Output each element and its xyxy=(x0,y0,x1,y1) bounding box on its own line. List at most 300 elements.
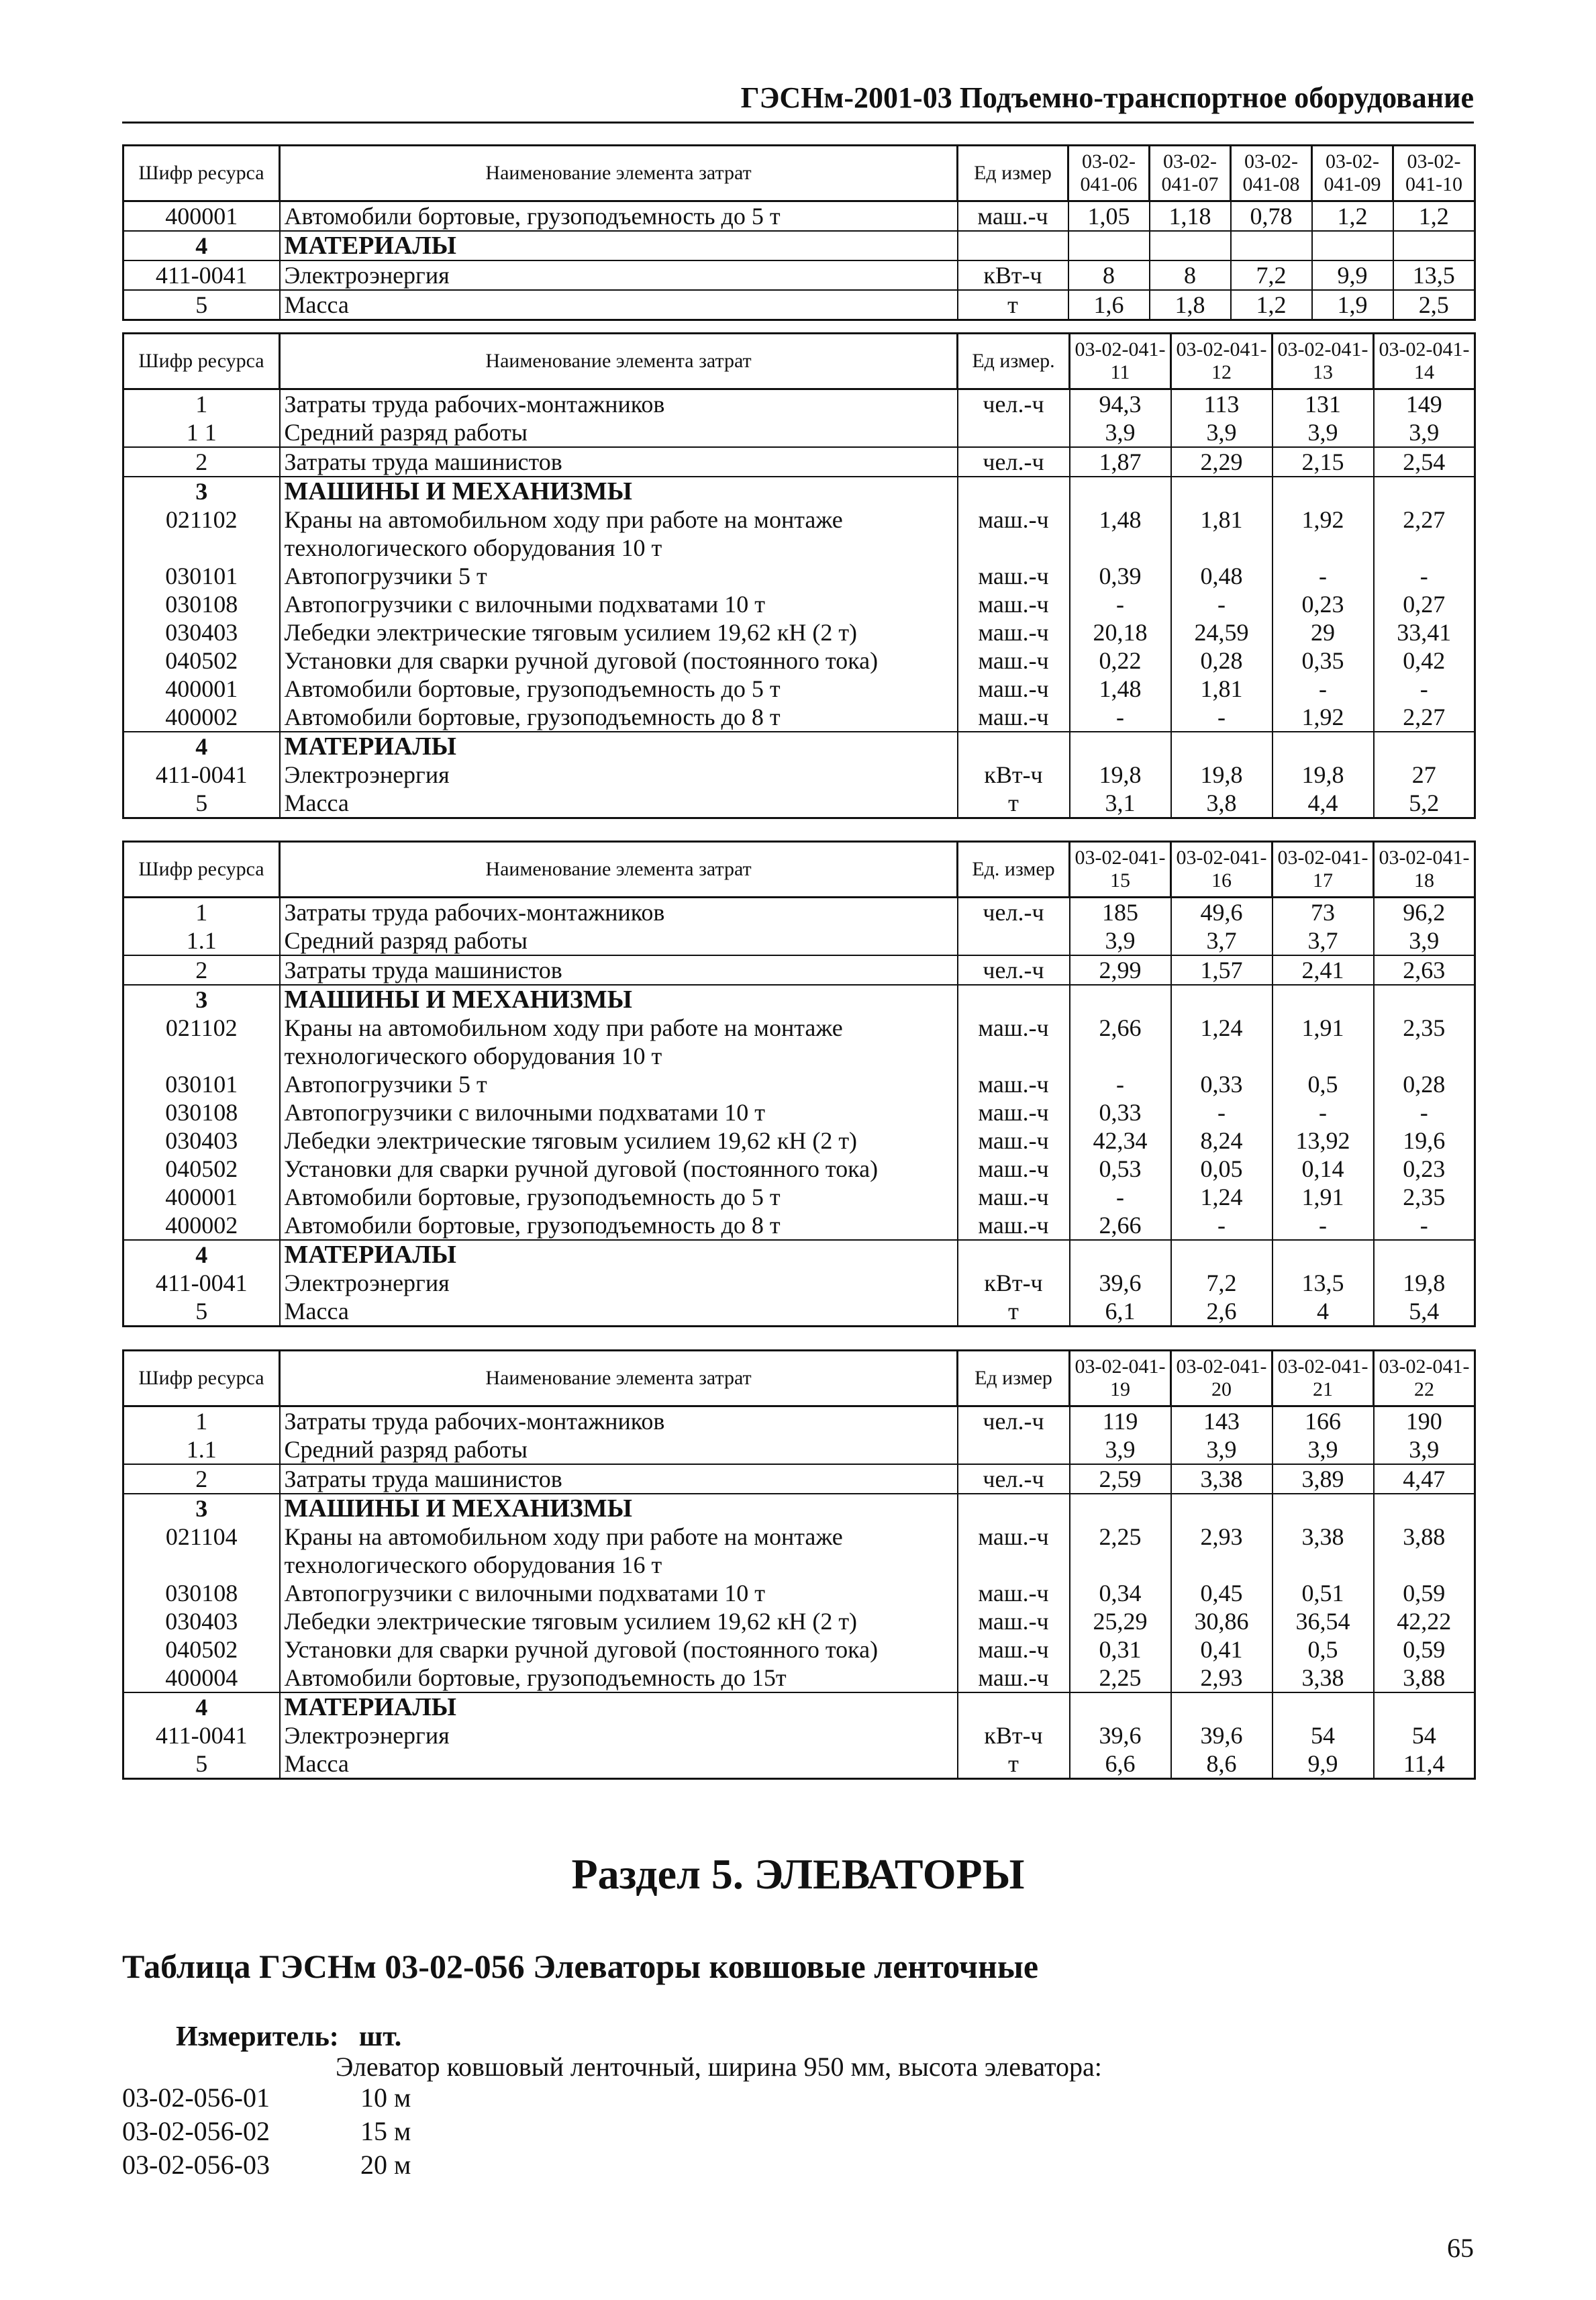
norm-value: 3,1 xyxy=(1070,789,1171,818)
norm-value xyxy=(1393,231,1475,260)
cost-item-name: Средний разряд работы xyxy=(280,1435,958,1464)
unit-of-measure xyxy=(958,1494,1070,1523)
norm-value: 0,27 xyxy=(1403,591,1446,618)
table-row xyxy=(123,1750,1475,1779)
resource-code: 1 xyxy=(123,389,280,419)
resource-code: 021102 xyxy=(123,506,280,562)
cost-item-name: Затраты труда машинистов xyxy=(280,447,958,477)
norm-value: 1,8 xyxy=(1150,290,1231,320)
norm-value: 1,91 xyxy=(1273,1014,1374,1070)
table-row xyxy=(123,675,1475,703)
header-column: 03-02-041-10 xyxy=(1393,146,1475,201)
norm-value: 3,7 xyxy=(1171,926,1273,955)
cost-item-name: Автомобили бортовые, грузоподъемность до 5 т xyxy=(280,201,958,232)
norm-value: 8 xyxy=(1150,260,1231,290)
header-column: 03-02-041-17 xyxy=(1273,842,1374,898)
norm-value: 1,92 xyxy=(1273,506,1374,562)
norm-value: 2,25 xyxy=(1070,1523,1171,1579)
resource-code: 021102 xyxy=(123,1014,280,1070)
list-item xyxy=(122,2148,411,2182)
resource-code: 1.1 xyxy=(123,1435,280,1464)
item-value: 10 м xyxy=(360,2082,411,2113)
unit-of-measure xyxy=(958,418,1070,447)
norm-value: 5,4 xyxy=(1374,1297,1475,1327)
unit-of-measure: чел.-ч xyxy=(958,389,1070,419)
norm-value: 0,51 xyxy=(1273,1579,1374,1607)
norm-value: 2,5 xyxy=(1393,290,1475,320)
cost-item-name: Затраты труда машинистов xyxy=(280,1464,958,1494)
norm-value: 3,9 xyxy=(1374,1435,1475,1464)
norm-value: 1,81 xyxy=(1171,506,1273,562)
cost-item-name: Автопогрузчики с вилочными подхватами 10 т xyxy=(280,590,958,618)
cost-item-name: Автопогрузчики с вилочными подхватами 10 т xyxy=(280,1579,958,1607)
norm-value: 2,66 xyxy=(1070,1014,1171,1070)
table-row xyxy=(123,789,1475,818)
resource-code: 4 xyxy=(123,231,280,260)
norm-value: 0,35 xyxy=(1273,646,1374,675)
table-row xyxy=(123,562,1475,590)
table-row xyxy=(123,955,1475,985)
norm-value: 2,93 xyxy=(1171,1664,1273,1692)
resource-code: 411-0041 xyxy=(123,260,280,290)
norm-value: 1,24 xyxy=(1171,1014,1273,1070)
norm-value: 9,9 xyxy=(1312,260,1393,290)
norm-value: 2,63 xyxy=(1374,955,1475,985)
norm-value: 0,59 xyxy=(1403,1636,1446,1663)
elevator-description: Элеватор ковшовый ленточный, ширина 950 мм, высота элеватора: xyxy=(336,2052,1102,2082)
norm-value: 0,28 xyxy=(1171,646,1273,675)
unit-of-measure: чел.-ч xyxy=(958,955,1070,985)
norm-value: 1,18 xyxy=(1150,201,1231,232)
norm-value: 5,2 xyxy=(1374,789,1475,818)
resource-code: 4 xyxy=(123,1692,280,1721)
norm-value: 19,8 xyxy=(1403,1269,1446,1296)
table-row xyxy=(123,732,1475,761)
norm-value: 36,54 xyxy=(1273,1607,1374,1635)
norm-value: 2,41 xyxy=(1273,955,1374,985)
unit-of-measure: маш.-ч xyxy=(958,1635,1070,1664)
norm-value: 1,05 xyxy=(1068,201,1150,232)
unit-of-measure xyxy=(958,477,1070,506)
norm-value: 6,1 xyxy=(1070,1297,1171,1327)
norm-value xyxy=(1273,1494,1374,1523)
resource-code: 030403 xyxy=(123,618,280,646)
cost-item-name: Масса xyxy=(280,789,958,818)
norm-value: 73 xyxy=(1273,898,1374,927)
norm-value: 3,7 xyxy=(1273,926,1374,955)
list-item xyxy=(122,2081,411,2115)
norm-value: 2,25 xyxy=(1070,1664,1171,1692)
norm-value: 3,38 xyxy=(1171,1464,1273,1494)
norm-value: 2,27 xyxy=(1403,506,1446,533)
resource-code: 5 xyxy=(123,789,280,818)
norm-value xyxy=(1273,1240,1374,1269)
unit-of-measure: маш.-ч xyxy=(958,506,1070,562)
norm-value: 4,4 xyxy=(1273,789,1374,818)
cost-item-name: Затраты труда рабочих-монтажников xyxy=(280,389,958,419)
norm-value xyxy=(1070,1692,1171,1721)
table-row xyxy=(123,389,1475,419)
norm-value: 0,59 xyxy=(1403,1580,1446,1607)
norm-value xyxy=(1070,1494,1171,1523)
norm-value: 3,9 xyxy=(1070,1435,1171,1464)
norm-value: 20,18 xyxy=(1070,618,1171,646)
norm-value: 2,27 xyxy=(1374,703,1475,732)
norm-value: 2,6 xyxy=(1171,1297,1273,1327)
unit-of-measure: маш.-ч xyxy=(958,590,1070,618)
unit-of-measure: маш.-ч xyxy=(958,703,1070,732)
unit-of-measure xyxy=(958,1240,1070,1269)
cost-item-name: Автомобили бортовые, грузоподъемность до 15т xyxy=(280,1664,958,1692)
table-row xyxy=(123,1014,1475,1070)
unit-of-measure: чел.-ч xyxy=(958,1406,1070,1436)
table-row xyxy=(123,703,1475,732)
header-code: Шифр ресурса xyxy=(123,146,280,201)
header-column: 03-02-041-19 xyxy=(1070,1351,1171,1406)
norm-value: 49,6 xyxy=(1171,898,1273,927)
norm-value: - xyxy=(1419,563,1428,589)
table-row xyxy=(123,1721,1475,1750)
unit-of-measure: маш.-ч xyxy=(958,1098,1070,1127)
table-row xyxy=(123,1155,1475,1183)
norm-value: 3,8 xyxy=(1171,789,1273,818)
norm-value: 1,91 xyxy=(1273,1183,1374,1211)
header-column: 03-02-041-16 xyxy=(1171,842,1273,898)
norm-value xyxy=(1070,732,1171,761)
norm-value: 0,39 xyxy=(1070,562,1171,590)
resource-code: 030108 xyxy=(123,1579,280,1607)
norm-value: 2,66 xyxy=(1070,1211,1171,1240)
norm-value: 0,33 xyxy=(1171,1070,1273,1098)
cost-item-name: Автомобили бортовые, грузоподъемность до 8 т xyxy=(280,703,958,732)
resource-code: 2 xyxy=(123,1464,280,1494)
norm-value: 33,41 xyxy=(1397,619,1452,646)
header-column: 03-02-041-20 xyxy=(1171,1351,1273,1406)
norm-value: 0,5 xyxy=(1273,1635,1374,1664)
table-row xyxy=(123,1240,1475,1269)
table-header-row xyxy=(123,146,1475,201)
cost-item-name: МАТЕРИАЛЫ xyxy=(280,231,958,260)
norm-value: 0,31 xyxy=(1070,1635,1171,1664)
norm-value: 0,33 xyxy=(1070,1098,1171,1127)
item-code: 03-02-056-02 xyxy=(122,2116,270,2146)
cost-item-name: Масса xyxy=(280,1750,958,1779)
unit-of-measure xyxy=(958,1692,1070,1721)
cost-item-name: МАТЕРИАЛЫ xyxy=(280,732,958,761)
resource-code: 030101 xyxy=(123,562,280,590)
resource-code: 411-0041 xyxy=(123,761,280,789)
table-row xyxy=(123,1211,1475,1240)
norm-value: - xyxy=(1171,703,1273,732)
norm-value: 8,6 xyxy=(1171,1750,1273,1779)
resource-code: 040502 xyxy=(123,1155,280,1183)
norm-value xyxy=(1374,477,1475,506)
norm-value: 0,23 xyxy=(1273,590,1374,618)
table-row xyxy=(123,1070,1475,1098)
norm-value xyxy=(1273,477,1374,506)
norm-value: 1,9 xyxy=(1312,290,1393,320)
header-name: Наименование элемента затрат xyxy=(280,146,958,201)
table-row xyxy=(123,646,1475,675)
norm-value xyxy=(1150,231,1231,260)
norm-value: 19,6 xyxy=(1403,1127,1446,1154)
resource-code: 400001 xyxy=(123,675,280,703)
norm-value: 1,48 xyxy=(1070,675,1171,703)
norm-value: 0,45 xyxy=(1171,1579,1273,1607)
unit-of-measure: маш.-ч xyxy=(958,675,1070,703)
cost-item-name: Установки для сварки ручной дуговой (постоянного тока) xyxy=(280,1635,958,1664)
norm-value: 143 xyxy=(1171,1406,1273,1436)
header-column: 03-02-041-21 xyxy=(1273,1351,1374,1406)
norm-value: 166 xyxy=(1273,1406,1374,1436)
norm-value: 0,53 xyxy=(1070,1155,1171,1183)
cost-item-name: Установки для сварки ручной дуговой (постоянного тока) xyxy=(280,646,958,675)
unit-of-measure: маш.-ч xyxy=(958,1607,1070,1635)
norm-value: 1,2 xyxy=(1312,201,1393,232)
cost-item-name: Масса xyxy=(280,1297,958,1327)
running-head: ГЭСНм-2001-03 Подъемно-транспортное оборудование xyxy=(122,81,1474,124)
norm-value: 39,6 xyxy=(1171,1721,1273,1750)
norm-value xyxy=(1070,1240,1171,1269)
norm-value: 1,6 xyxy=(1068,290,1150,320)
norm-value: 3,89 xyxy=(1273,1464,1374,1494)
cost-table-2 xyxy=(122,332,1476,819)
unit-of-measure: маш.-ч xyxy=(958,1155,1070,1183)
norm-value xyxy=(1231,231,1312,260)
unit-of-measure: чел.-ч xyxy=(958,898,1070,927)
cost-item-name: Электроэнергия xyxy=(280,1721,958,1750)
norm-value: 2,29 xyxy=(1171,447,1273,477)
cost-item-name: Автомобили бортовые, грузоподъемность до 5 т xyxy=(280,1183,958,1211)
unit-of-measure xyxy=(958,985,1070,1014)
unit-of-measure: кВт-ч xyxy=(958,1721,1070,1750)
unit-of-measure: чел.-ч xyxy=(958,447,1070,477)
table-row xyxy=(123,898,1475,927)
table-header-row xyxy=(123,1351,1475,1406)
norm-value: 94,3 xyxy=(1070,389,1171,419)
cost-item-name: Автопогрузчики 5 т xyxy=(280,1070,958,1098)
norm-value xyxy=(1273,1692,1374,1721)
unit-of-measure xyxy=(958,926,1070,955)
norm-value: - xyxy=(1419,1099,1428,1126)
cost-item-name: Краны на автомобильном ходу при работе на монтаже технологического оборудования 10 т xyxy=(280,1014,958,1070)
norm-value: 25,29 xyxy=(1070,1607,1171,1635)
resource-code: 040502 xyxy=(123,646,280,675)
unit-of-measure: кВт-ч xyxy=(958,1269,1070,1297)
table-row xyxy=(123,447,1475,477)
norm-value: 1,92 xyxy=(1273,703,1374,732)
header-column: 03-02-041-13 xyxy=(1273,334,1374,389)
unit-of-measure: маш.-ч xyxy=(958,618,1070,646)
cost-item-name: Лебедки электрические тяговым усилием 19,62 кН (2 т) xyxy=(280,1127,958,1155)
table-row xyxy=(123,985,1475,1014)
resource-code: 030403 xyxy=(123,1127,280,1155)
unit-of-measure: маш.-ч xyxy=(958,201,1068,232)
header-column: 03-02-041-18 xyxy=(1374,842,1475,898)
cost-item-name: МАШИНЫ И МЕХАНИЗМЫ xyxy=(280,985,958,1014)
norm-value: 3,9 xyxy=(1171,418,1273,447)
norm-value xyxy=(1312,231,1393,260)
header-column: 03-02-041-12 xyxy=(1171,334,1273,389)
norm-value: 4 xyxy=(1273,1297,1374,1327)
norm-value xyxy=(1273,732,1374,761)
norm-value xyxy=(1273,985,1374,1014)
norm-value: 3,9 xyxy=(1374,418,1475,447)
norm-value: 39,6 xyxy=(1070,1721,1171,1750)
norm-value: 27 xyxy=(1411,761,1436,788)
table-title: Таблица ГЭСНм 03-02-056 Элеваторы ковшовые ленточные xyxy=(122,1948,1039,1985)
table-row xyxy=(123,290,1475,320)
norm-value: 1,2 xyxy=(1231,290,1312,320)
cost-item-name: Автомобили бортовые, грузоподъемность до 8 т xyxy=(280,1211,958,1240)
table-row xyxy=(123,1127,1475,1155)
table-row xyxy=(123,231,1475,260)
norm-value: - xyxy=(1171,1211,1273,1240)
resource-code: 021104 xyxy=(123,1523,280,1579)
list-item xyxy=(122,2115,411,2148)
norm-value xyxy=(1374,1494,1475,1523)
unit-of-measure: чел.-ч xyxy=(958,1464,1070,1494)
resource-code: 5 xyxy=(123,1297,280,1327)
norm-value: - xyxy=(1273,1098,1374,1127)
norm-value xyxy=(1070,477,1171,506)
unit-of-measure: маш.-ч xyxy=(958,562,1070,590)
resource-code: 040502 xyxy=(123,1635,280,1664)
norm-value: 39,6 xyxy=(1070,1269,1171,1297)
cost-item-name: МАТЕРИАЛЫ xyxy=(280,1692,958,1721)
cost-item-name: Автопогрузчики с вилочными подхватами 10 т xyxy=(280,1098,958,1127)
table-row xyxy=(123,260,1475,290)
resource-code: 2 xyxy=(123,955,280,985)
norm-value: 0,48 xyxy=(1171,562,1273,590)
measure-label: Измеритель: xyxy=(176,2021,339,2052)
header-name: Наименование элемента затрат xyxy=(280,1351,958,1406)
cost-item-name: Средний разряд работы xyxy=(280,418,958,447)
table-row xyxy=(123,1607,1475,1635)
unit-of-measure: маш.-ч xyxy=(958,1523,1070,1579)
resource-code: 411-0041 xyxy=(123,1721,280,1750)
unit-of-measure: маш.-ч xyxy=(958,1070,1070,1098)
cost-item-name: МАШИНЫ И МЕХАНИЗМЫ xyxy=(280,477,958,506)
resource-code: 5 xyxy=(123,290,280,320)
unit-of-measure: т xyxy=(958,1750,1070,1779)
norm-value: 54 xyxy=(1411,1722,1436,1749)
page-number: 65 xyxy=(1447,2233,1474,2263)
cost-item-name: Затраты труда машинистов xyxy=(280,955,958,985)
norm-value: 1,2 xyxy=(1393,201,1475,232)
norm-value xyxy=(1171,985,1273,1014)
norm-value: 3,38 xyxy=(1273,1523,1374,1579)
norm-value: 7,2 xyxy=(1171,1269,1273,1297)
norm-value: - xyxy=(1171,590,1273,618)
cost-item-name: Средний разряд работы xyxy=(280,926,958,955)
norm-value: 131 xyxy=(1273,389,1374,419)
header-unit: Ед измер xyxy=(958,1351,1070,1406)
norm-value: 0,14 xyxy=(1273,1155,1374,1183)
norm-value: 0,28 xyxy=(1403,1071,1446,1098)
cost-item-name: Лебедки электрические тяговым усилием 19,62 кН (2 т) xyxy=(280,1607,958,1635)
norm-value: 19,8 xyxy=(1171,761,1273,789)
norm-value: 54 xyxy=(1273,1721,1374,1750)
norm-value: 185 xyxy=(1070,898,1171,927)
table-row xyxy=(123,1523,1475,1579)
norm-value: 2,15 xyxy=(1273,447,1374,477)
norm-value: - xyxy=(1273,675,1374,703)
unit-of-measure: кВт-ч xyxy=(958,761,1070,789)
resource-code: 411-0041 xyxy=(123,1269,280,1297)
norm-value: - xyxy=(1171,1098,1273,1127)
header-column: 03-02-041-22 xyxy=(1374,1351,1475,1406)
header-column: 03-02-041-11 xyxy=(1070,334,1171,389)
header-column: 03-02-041-09 xyxy=(1312,146,1393,201)
unit-of-measure: т xyxy=(958,290,1068,320)
cost-item-name: Электроэнергия xyxy=(280,1269,958,1297)
norm-value: 0,41 xyxy=(1171,1635,1273,1664)
table-row xyxy=(123,506,1475,562)
norm-value: 2,35 xyxy=(1403,1014,1446,1041)
resource-code: 3 xyxy=(123,1494,280,1523)
resource-code: 1 xyxy=(123,898,280,927)
cost-table-4 xyxy=(122,1349,1476,1780)
resource-code: 400002 xyxy=(123,1211,280,1240)
unit-of-measure: т xyxy=(958,1297,1070,1327)
table-row xyxy=(123,1664,1475,1692)
norm-value xyxy=(1374,732,1475,761)
cost-item-name: Электроэнергия xyxy=(280,761,958,789)
norm-value: 96,2 xyxy=(1403,899,1446,926)
cost-item-name: Краны на автомобильном ходу при работе на монтаже технологического оборудования 16 т xyxy=(280,1523,958,1579)
unit-of-measure xyxy=(958,1435,1070,1464)
table-row xyxy=(123,1297,1475,1327)
norm-value: 0,34 xyxy=(1070,1579,1171,1607)
norm-value: 29 xyxy=(1273,618,1374,646)
norm-value: 8,24 xyxy=(1171,1127,1273,1155)
norm-value: - xyxy=(1070,703,1171,732)
norm-value: 3,9 xyxy=(1070,926,1171,955)
item-value: 15 м xyxy=(360,2116,411,2146)
header-name: Наименование элемента затрат xyxy=(280,842,958,898)
norm-value: 149 xyxy=(1405,391,1442,418)
norm-value: - xyxy=(1070,590,1171,618)
resource-code: 030403 xyxy=(123,1607,280,1635)
norm-value: 2,59 xyxy=(1070,1464,1171,1494)
resource-code: 400001 xyxy=(123,1183,280,1211)
norm-value: 1,87 xyxy=(1070,447,1171,477)
norm-value: 8 xyxy=(1068,260,1150,290)
resource-code: 4 xyxy=(123,1240,280,1269)
norm-value: 2,35 xyxy=(1403,1184,1446,1210)
norm-value: 24,59 xyxy=(1171,618,1273,646)
item-code: 03-02-056-01 xyxy=(122,2082,270,2113)
cost-item-name: МАТЕРИАЛЫ xyxy=(280,1240,958,1269)
table-row xyxy=(123,590,1475,618)
table-row xyxy=(123,1183,1475,1211)
table-row xyxy=(123,418,1475,447)
unit-of-measure: маш.-ч xyxy=(958,646,1070,675)
norm-value: 3,9 xyxy=(1171,1435,1273,1464)
header-column: 03-02-041-06 xyxy=(1068,146,1150,201)
norm-value: 119 xyxy=(1070,1406,1171,1436)
norm-value: 2,99 xyxy=(1070,955,1171,985)
norm-value: 30,86 xyxy=(1171,1607,1273,1635)
table-row xyxy=(123,1635,1475,1664)
norm-value: 190 xyxy=(1405,1408,1442,1435)
norm-value: 13,92 xyxy=(1273,1127,1374,1155)
norm-value xyxy=(1171,477,1273,506)
norm-value: 3,38 xyxy=(1273,1664,1374,1692)
table-row xyxy=(123,201,1475,232)
norm-value: - xyxy=(1273,562,1374,590)
